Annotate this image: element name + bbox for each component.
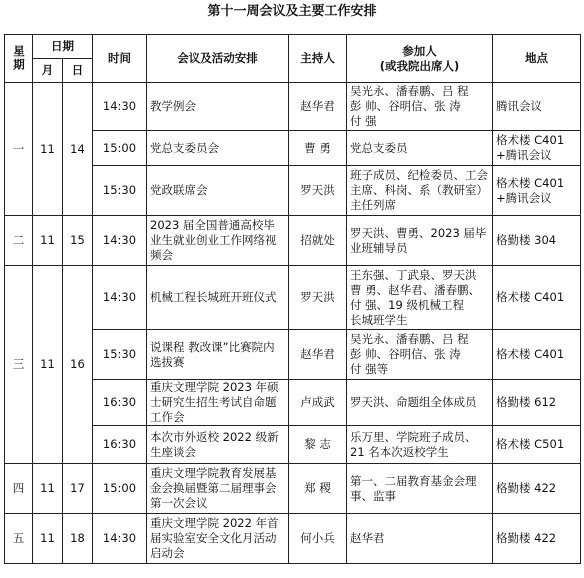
time-cell: 15:30 xyxy=(93,166,147,216)
month-cell: 11 xyxy=(33,464,63,514)
table-row xyxy=(5,514,581,564)
location-cell: 格勤楼 422 xyxy=(493,514,581,564)
time-cell: 15:00 xyxy=(93,464,147,514)
time-cell: 16:30 xyxy=(93,426,147,464)
month-cell: 11 xyxy=(33,266,63,464)
attendees-cell: 吴光永、潘春鹏、吕 程 彭 帅、谷明信、张 涛 付 强 xyxy=(347,83,493,131)
month-cell: 11 xyxy=(33,83,63,216)
header-attendees: 参加人 (或我院出席人) xyxy=(347,35,493,83)
header-meeting: 会议及活动安排 xyxy=(147,35,289,83)
location-cell: 腾讯会议 xyxy=(493,83,581,131)
day-cell: 16 xyxy=(63,266,93,464)
time-cell: 15:30 xyxy=(93,330,147,380)
location-cell: 格勤楼 422 xyxy=(493,464,581,514)
meeting-cell: 党政联席会 xyxy=(147,166,289,216)
day-cell: 18 xyxy=(63,514,93,564)
table-row xyxy=(5,216,581,266)
location-cell: 格术楼 C401 xyxy=(493,266,581,330)
header-date: 日期 xyxy=(33,35,93,59)
location-cell: 格勤楼 304 xyxy=(493,216,581,266)
weekday-cell: 四 xyxy=(5,464,33,514)
host-cell: 黎 志 xyxy=(289,426,347,464)
location-cell: 格术楼 C401 +腾讯会议 xyxy=(493,166,581,216)
weekday-cell: 一 xyxy=(5,83,33,216)
host-cell: 卢成武 xyxy=(289,380,347,426)
header-location: 地点 xyxy=(493,35,581,83)
page-title: 第十一周会议及主要工作安排 xyxy=(207,4,377,19)
weekday-cell: 五 xyxy=(5,514,33,564)
attendees-cell: 吴光永、潘春鹏、吕 程 彭 帅、谷明信、张 涛 付 强等 xyxy=(347,330,493,380)
host-cell: 罗天洪 xyxy=(289,266,347,330)
table-row xyxy=(5,464,581,514)
meeting-cell: 重庆文理学院 2022 年首届实验室安全文化月活动启动会 xyxy=(147,514,289,564)
table-row xyxy=(5,83,581,131)
header-month: 月 xyxy=(33,59,63,83)
time-cell: 14:30 xyxy=(93,83,147,131)
host-cell: 罗天洪 xyxy=(289,166,347,216)
month-cell: 11 xyxy=(33,514,63,564)
day-cell: 15 xyxy=(63,216,93,266)
header-weekday: 星期 xyxy=(5,35,33,83)
meeting-cell: 重庆文理学院教育发展基金会换届暨第二届理事会第一次会议 xyxy=(147,464,289,514)
month-cell: 11 xyxy=(33,216,63,266)
host-cell: 郑 稷 xyxy=(289,464,347,514)
meeting-cell: 机械工程长城班开班仪式 xyxy=(147,266,289,330)
host-cell: 何小兵 xyxy=(289,514,347,564)
time-cell: 15:00 xyxy=(93,131,147,166)
location-cell: 格术楼 C401 xyxy=(493,330,581,380)
location-cell: 格术楼 C401 +腾讯会议 xyxy=(493,131,581,166)
meeting-cell: 本次市外返校 2022 级新生座谈会 xyxy=(147,426,289,464)
time-cell: 14:30 xyxy=(93,266,147,330)
host-cell: 曹 勇 xyxy=(289,131,347,166)
schedule-table xyxy=(4,34,581,564)
attendees-cell: 班子成员、纪检委员、工会主席、科岗、系（教研室）主任列席 xyxy=(347,166,493,216)
attendees-cell: 赵华君 xyxy=(347,514,493,564)
time-cell: 14:30 xyxy=(93,514,147,564)
host-cell: 赵华君 xyxy=(289,330,347,380)
attendees-cell: 第一、二届教育基金会理事、监事 xyxy=(347,464,493,514)
time-cell: 14:30 xyxy=(93,216,147,266)
host-cell: 赵华君 xyxy=(289,83,347,131)
weekday-cell: 三 xyxy=(5,266,33,464)
meeting-cell: 重庆文理学院 2023 年硕士研究生招生考试自命题工作会 xyxy=(147,380,289,426)
location-cell: 格勤楼 612 xyxy=(493,380,581,426)
header-host: 主持人 xyxy=(289,35,347,83)
header-time: 时间 xyxy=(93,35,147,83)
attendees-cell: 罗天洪、命题组全体成员 xyxy=(347,380,493,426)
host-cell: 招就处 xyxy=(289,216,347,266)
attendees-cell: 乐万里、学院班子成员、21 名本次返校学生 xyxy=(347,426,493,464)
table-row xyxy=(5,266,581,330)
meeting-cell: 党总支委员会 xyxy=(147,131,289,166)
meeting-cell: 2023 届全国普通高校毕业生就业创业工作网络视频会 xyxy=(147,216,289,266)
attendees-cell: 王东强、丁武泉、罗天洪 曹 勇、赵华君、潘春鹏、 付 强、19 级机械工程 长城班学生 xyxy=(347,266,493,330)
attendees-cell: 罗天洪、曹勇、2023 届毕业班辅导员 xyxy=(347,216,493,266)
day-cell: 17 xyxy=(63,464,93,514)
meeting-cell: 说课程 教改课”比赛院内选拔赛 xyxy=(147,330,289,380)
attendees-cell: 党总支委员 xyxy=(347,131,493,166)
weekday-cell: 二 xyxy=(5,216,33,266)
location-cell: 格术楼 C501 xyxy=(493,426,581,464)
meeting-cell: 教学例会 xyxy=(147,83,289,131)
header-day: 日 xyxy=(63,59,93,83)
header-row-top xyxy=(5,35,581,59)
day-cell: 14 xyxy=(63,83,93,216)
time-cell: 16:30 xyxy=(93,380,147,426)
